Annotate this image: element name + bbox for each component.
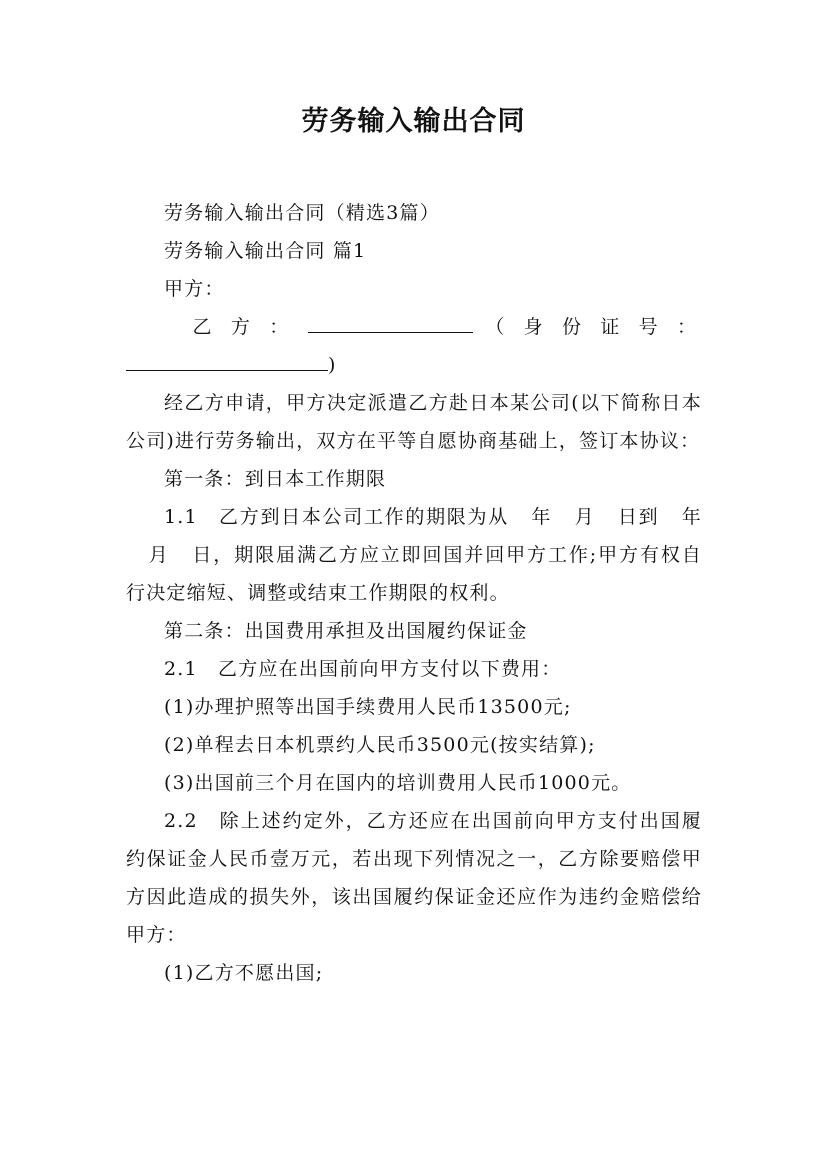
date-day-to-label: 日到 bbox=[617, 506, 660, 528]
fee-item-1: (1)办理护照等出国手续费用人民币13500元; bbox=[164, 696, 572, 718]
article1-clause1-rest: 日，期限届满乙方应立即回国并回甲方工作;甲方有权自行决定缩短、调整或结束工作期限的权利。 bbox=[126, 544, 702, 604]
party-b-id-line bbox=[126, 346, 702, 384]
date-year-label: 年 bbox=[530, 506, 553, 528]
article1-clause1-start: 1.1 乙方到日本公司工作的期限为从 bbox=[164, 506, 509, 528]
party-b-name-blank bbox=[308, 308, 473, 333]
date-year2-label: 年 bbox=[681, 506, 702, 528]
party-b-line bbox=[126, 308, 702, 346]
article1-clause1 bbox=[126, 498, 702, 612]
section-heading: 劳务输入输出合同 篇1 bbox=[164, 240, 367, 262]
article2-heading: 第二条：出国费用承担及出国履约保证金 bbox=[164, 620, 528, 642]
party-b-id-blank bbox=[126, 346, 328, 371]
subtitle: 劳务输入输出合同（精选3篇） bbox=[164, 202, 440, 224]
party-a-line: 甲方： bbox=[164, 278, 225, 300]
fee-item-3: (3)出国前三个月在国内的培训费用人民币1000元。 bbox=[164, 772, 632, 794]
party-b-id-close: ) bbox=[328, 354, 337, 376]
date-month2-label: 月 bbox=[148, 544, 170, 566]
party-b-id-label: （ 身 份 证 号 ： bbox=[485, 316, 702, 338]
document-body bbox=[126, 194, 702, 992]
case-item-1: (1)乙方不愿出国; bbox=[164, 962, 324, 984]
article2-clause2: 2.2 除上述约定外，乙方还应在出国前向甲方支付出国履约保证金人民币壹万元，若出现下列情况之一，乙方除要赔偿甲方因此造成的损失外，该出国履约保证金还应作为违约金赔偿给甲方： bbox=[126, 810, 702, 946]
fee-item-2: (2)单程去日本机票约人民币3500元(按实结算); bbox=[164, 734, 596, 756]
article2-clause1: 2.1 乙方应在出国前向甲方支付以下费用： bbox=[164, 658, 562, 680]
article1-heading: 第一条：到日本工作期限 bbox=[164, 468, 387, 490]
date-month-label: 月 bbox=[574, 506, 596, 528]
intro-paragraph: 经乙方申请，甲方决定派遣乙方赴日本某公司(以下简称日本公司)进行劳务输出，双方在平等自愿协商基础上，签订本协议： bbox=[126, 392, 702, 452]
party-b-label: 乙 方 ： bbox=[192, 316, 295, 338]
document-title: 劳务输入输出合同 bbox=[301, 106, 526, 137]
